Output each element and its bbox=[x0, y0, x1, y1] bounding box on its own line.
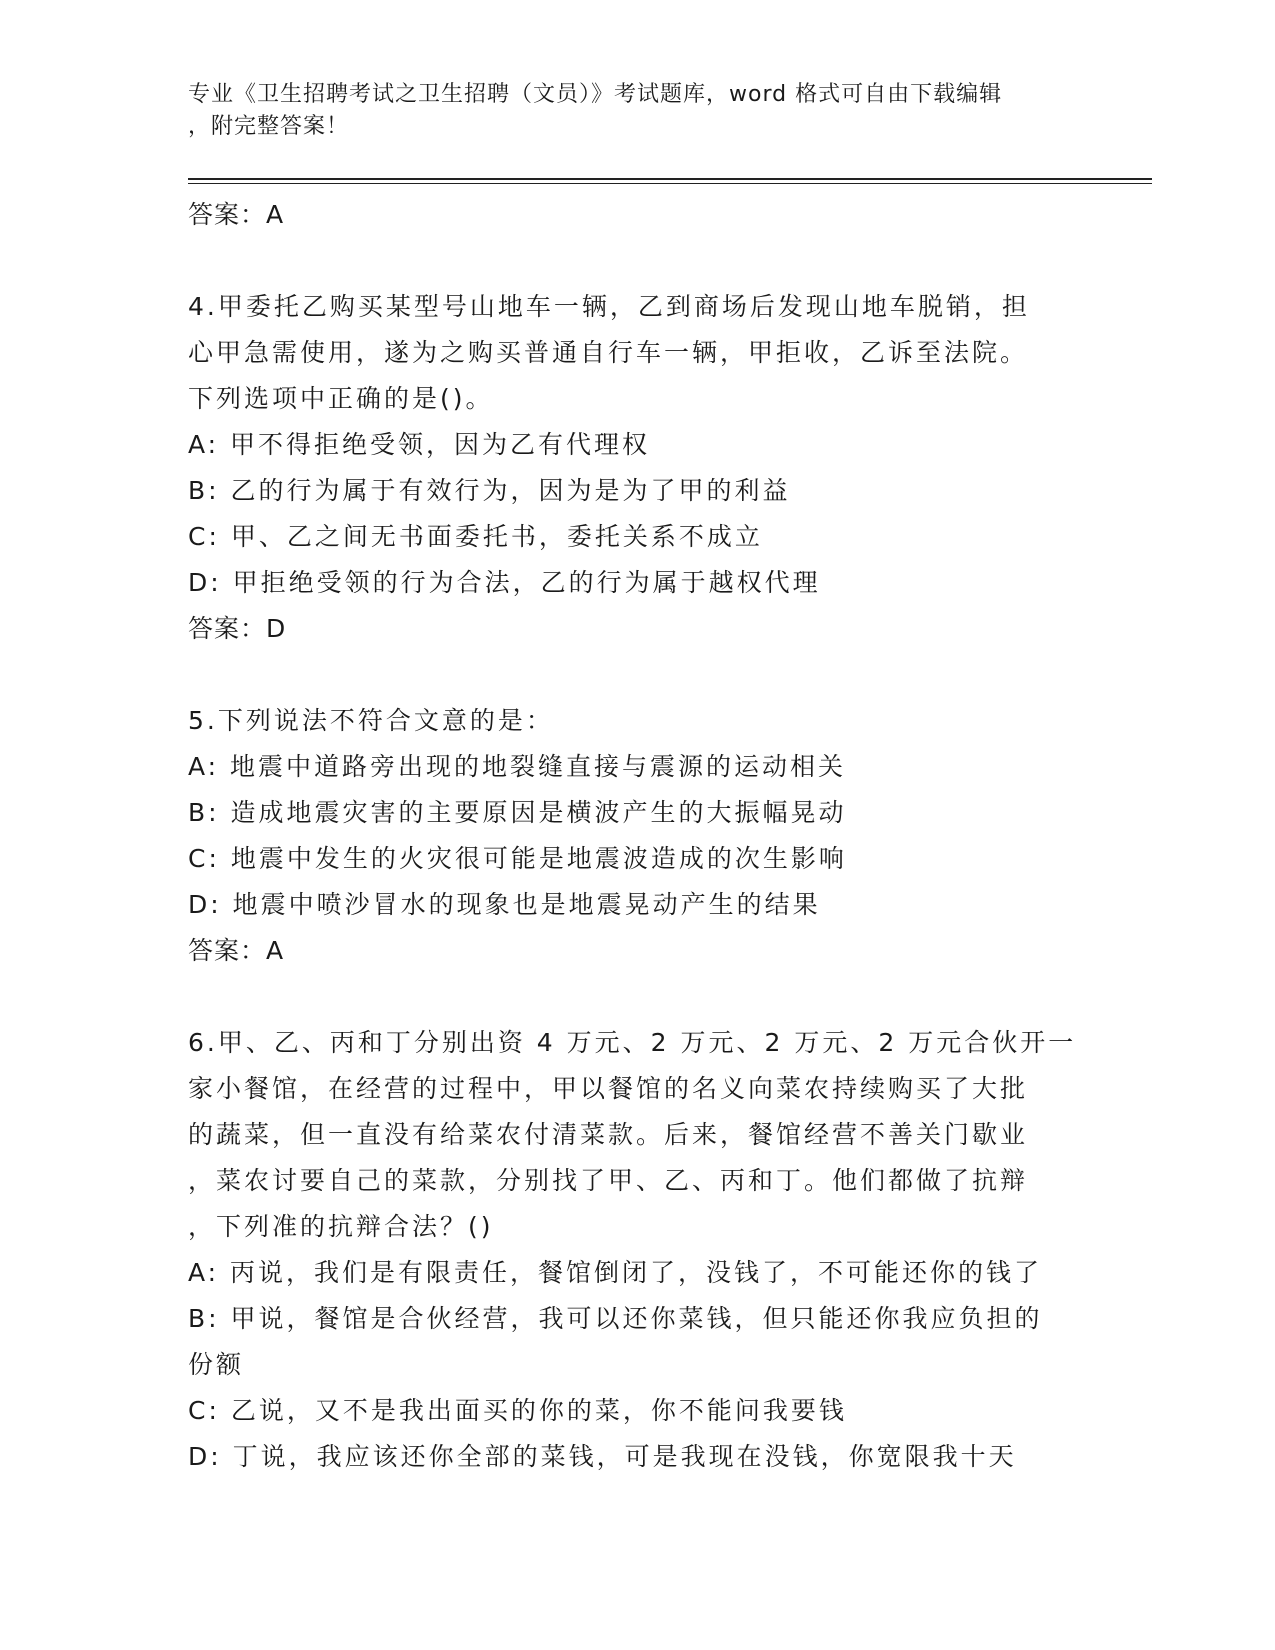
option-a: A: 丙说，我们是有限责任，餐馆倒闭了，没钱了，不可能还你的钱了 bbox=[188, 1258, 1043, 1287]
header-line: ，附完整答案！ bbox=[188, 114, 350, 139]
question-text: ，下列准的抗辩合法？() bbox=[188, 1212, 494, 1241]
question-text: 家小餐馆，在经营的过程中，甲以餐馆的名义向菜农持续购买了大批 bbox=[188, 1074, 1029, 1103]
question-text: 6.甲、乙、丙和丁分别出资 4 万元、2 万元、2 万元、2 万元合伙开一 bbox=[188, 1028, 1077, 1057]
page-header bbox=[188, 72, 1088, 139]
option-a: A: 地震中道路旁出现的地裂缝直接与震源的运动相关 bbox=[188, 752, 847, 781]
header-divider bbox=[188, 178, 1152, 180]
header-line: 专业《卫生招聘考试之卫生招聘（文员）》考试题库，word 格式可自由下载编辑 bbox=[188, 82, 1003, 107]
option-c: C: 甲、乙之间无书面委托书，委托关系不成立 bbox=[188, 522, 763, 551]
document-body bbox=[188, 192, 1088, 1480]
option-a: A: 甲不得拒绝受领，因为乙有代理权 bbox=[188, 430, 651, 459]
option-d: D: 丁说，我应该还你全部的菜钱，可是我现在没钱，你宽限我十天 bbox=[188, 1442, 1017, 1471]
answer-line: 答案：D bbox=[188, 614, 287, 643]
option-b: B: 乙的行为属于有效行为，因为是为了甲的利益 bbox=[188, 476, 791, 505]
question-5 bbox=[188, 698, 1088, 974]
option-d: D: 甲拒绝受领的行为合法，乙的行为属于越权代理 bbox=[188, 568, 821, 597]
answer-line: 答案：A bbox=[188, 200, 285, 229]
option-d: D: 地震中喷沙冒水的现象也是地震晃动产生的结果 bbox=[188, 890, 821, 919]
option-c: C: 乙说，又不是我出面买的你的菜，你不能问我要钱 bbox=[188, 1396, 847, 1425]
question-4 bbox=[188, 284, 1088, 652]
question-text: 的蔬菜，但一直没有给菜农付清菜款。后来，餐馆经营不善关门歇业 bbox=[188, 1120, 1029, 1149]
question-text: 5.下列说法不符合文意的是： bbox=[188, 706, 554, 735]
question-text: 4.甲委托乙购买某型号山地车一辆，乙到商场后发现山地车脱销，担 bbox=[188, 292, 1030, 321]
question-text: 下列选项中正确的是()。 bbox=[188, 384, 494, 413]
question-text: 心甲急需使用，遂为之购买普通自行车一辆，甲拒收，乙诉至法院。 bbox=[188, 338, 1029, 367]
option-b: B: 造成地震灾害的主要原因是横波产生的大振幅晃动 bbox=[188, 798, 847, 827]
header-divider-thin bbox=[188, 183, 1152, 184]
option-c: C: 地震中发生的火灾很可能是地震波造成的次生影响 bbox=[188, 844, 847, 873]
question-text: ，菜农讨要自己的菜款，分别找了甲、乙、丙和丁。他们都做了抗辩 bbox=[188, 1166, 1029, 1195]
option-b: B: 甲说，餐馆是合伙经营，我可以还你菜钱，但只能还你我应负担的 bbox=[188, 1304, 1043, 1333]
answer-line: 答案：A bbox=[188, 936, 285, 965]
question-6 bbox=[188, 1020, 1088, 1480]
option-b-continued: 份额 bbox=[188, 1350, 245, 1379]
